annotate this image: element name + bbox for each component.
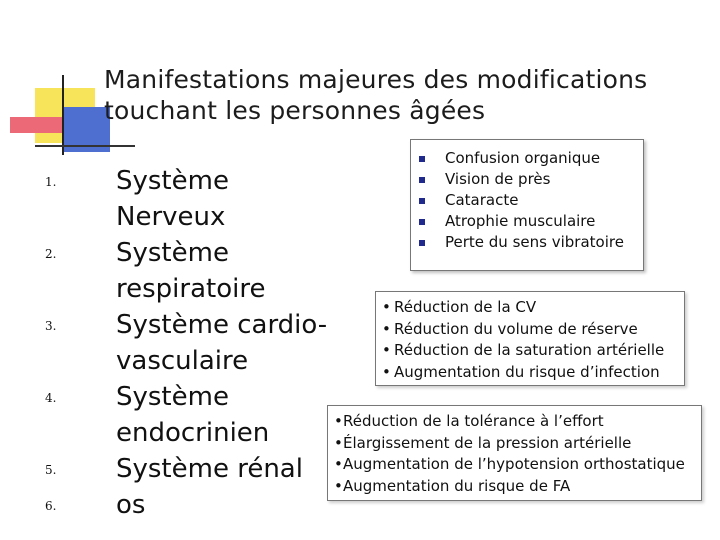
system-item <box>45 487 345 523</box>
system-number: 3. <box>45 319 57 333</box>
item-text: Réduction de la saturation artérielle <box>394 341 665 359</box>
bullet-dot-icon: • <box>382 319 391 338</box>
bullet-dot-icon: • <box>382 362 391 381</box>
item-text: Augmentation du risque d’infection <box>394 362 660 381</box>
system-label: Système cardio-vasculaire <box>116 310 328 376</box>
system-item <box>45 451 345 487</box>
system-label: os <box>116 490 146 520</box>
item-text: Augmentation du risque de FA <box>343 476 571 495</box>
system-item <box>45 235 345 307</box>
list-item <box>382 297 664 319</box>
respiratory-manifestations-box <box>375 291 685 386</box>
item-text: Vision de près <box>445 170 551 188</box>
item-text: Perte du sens vibratoire <box>445 233 624 251</box>
system-label: Système rénal <box>116 454 303 484</box>
system-number: 6. <box>45 499 57 513</box>
decorative-vertical-line <box>62 75 64 155</box>
system-label: Système Nerveux <box>116 166 229 232</box>
item-text: Réduction du volume de réserve <box>394 319 638 338</box>
system-number: 5. <box>45 463 57 477</box>
item-text: Augmentation de l’hypotension orthostatique <box>343 455 685 473</box>
system-item <box>45 307 345 379</box>
list-item <box>334 433 685 455</box>
cardiovascular-manifestations-box <box>327 405 702 501</box>
item-text: Confusion organique <box>445 149 601 167</box>
bullet-dot-icon: • <box>334 455 343 473</box>
list-item <box>382 362 664 384</box>
list-item <box>334 476 685 498</box>
list-item <box>419 190 624 211</box>
system-item <box>45 163 345 235</box>
square-bullet-icon <box>419 156 425 162</box>
respiratory-list <box>382 297 664 383</box>
system-number: 2. <box>45 247 57 261</box>
square-bullet-icon <box>419 198 425 204</box>
system-label: Système respiratoire <box>116 238 266 304</box>
cardiovascular-list <box>334 411 685 497</box>
list-item <box>382 340 664 362</box>
square-bullet-icon <box>419 177 425 183</box>
slide-title: Manifestations majeures des modifications touchant les personnes âgées <box>104 65 648 125</box>
list-item <box>419 211 624 232</box>
neurologic-list <box>419 148 624 253</box>
list-item <box>382 319 664 341</box>
item-text: Élargissement de la pression artérielle <box>343 433 632 452</box>
decorative-horizontal-line <box>35 145 135 147</box>
systems-list <box>45 163 345 523</box>
bullet-dot-icon: • <box>334 433 343 452</box>
neurologic-manifestations-box <box>410 139 644 271</box>
item-text: Cataracte <box>445 191 519 209</box>
list-item <box>334 411 685 433</box>
list-item <box>419 169 624 190</box>
bullet-dot-icon: • <box>382 298 391 316</box>
bullet-dot-icon: • <box>334 412 343 430</box>
item-text: Réduction de la tolérance à l’effort <box>343 412 604 430</box>
square-bullet-icon <box>419 219 425 225</box>
system-label: Système endocrinien <box>116 382 270 448</box>
decorative-red-block <box>10 117 62 133</box>
list-item <box>419 148 624 169</box>
system-number: 4. <box>45 391 57 405</box>
list-item <box>334 454 685 476</box>
item-text: Atrophie musculaire <box>445 212 596 230</box>
bullet-dot-icon: • <box>382 341 391 359</box>
system-number: 1. <box>45 175 57 189</box>
bullet-dot-icon: • <box>334 476 343 495</box>
system-item <box>45 379 345 451</box>
square-bullet-icon <box>419 240 425 246</box>
item-text: Réduction de la CV <box>394 298 537 316</box>
list-item <box>419 232 624 253</box>
